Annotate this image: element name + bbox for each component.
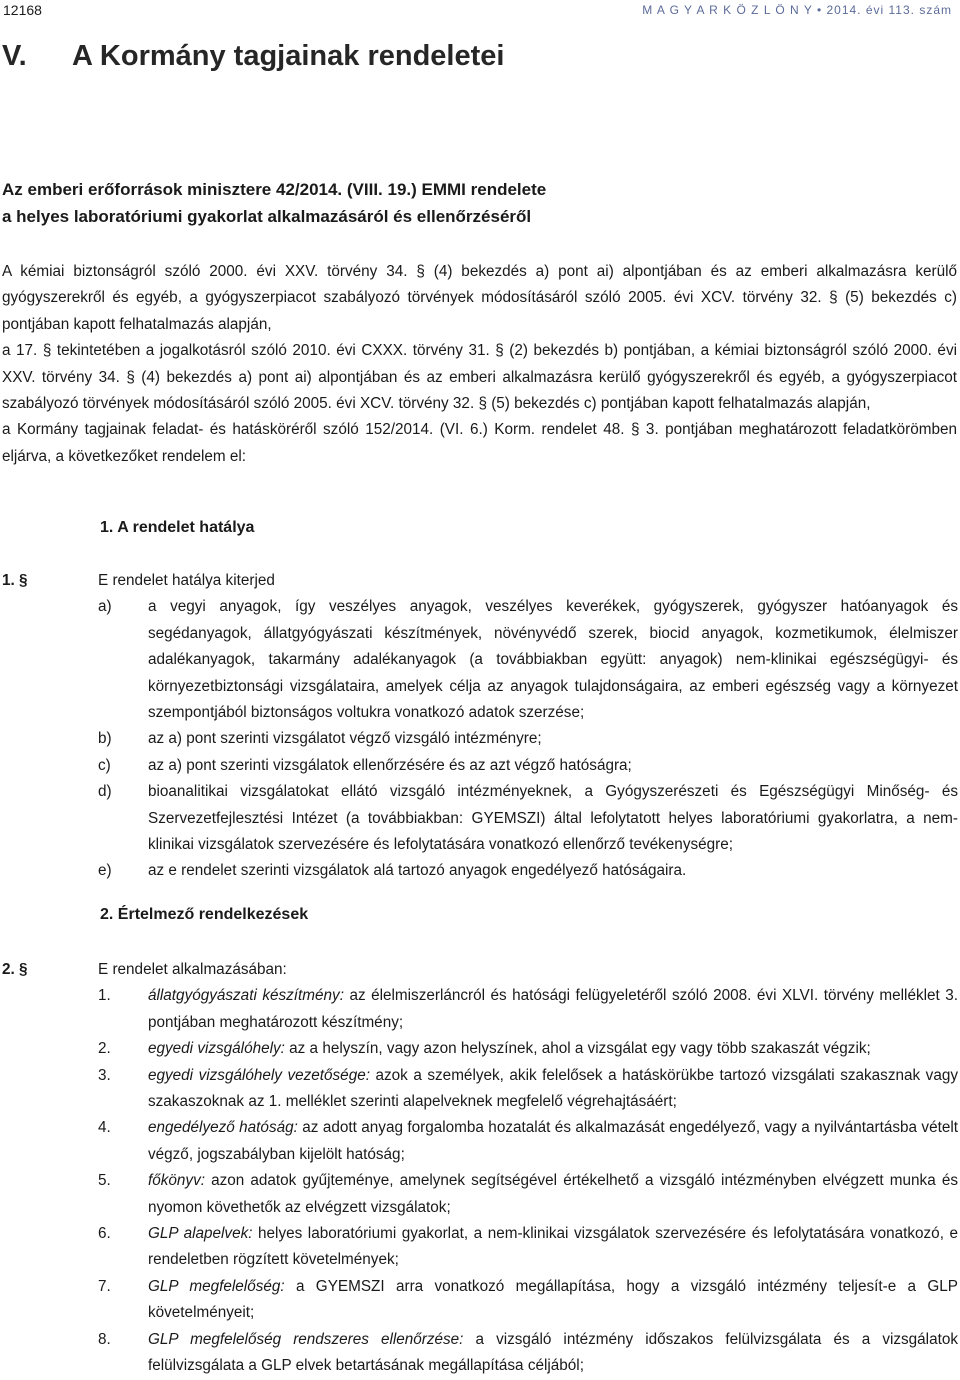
definition-item: [2, 1221, 958, 1274]
item-text: az a) pont szerinti vizsgálatot végző vizsgáló intézményre;: [148, 730, 542, 748]
item-label: d): [98, 783, 112, 801]
page-number: 12168: [3, 2, 42, 18]
item-list: [2, 594, 958, 884]
paragraph-intro: E rendelet hatálya kiterjed: [98, 572, 275, 589]
item-label: e): [98, 862, 112, 880]
document-title-line2: a helyes laboratóriumi gyakorlat alkalmazásáról és ellenőrzéséről: [2, 207, 532, 226]
definition-body: a vizsgáló intézmény időszakos felülvizsgálata és a vizsgálatok felülvizsgálata a GLP elvek betartásának megállapítása céljából;: [148, 1330, 958, 1375]
item-label: c): [98, 756, 111, 774]
definition-text: [148, 1063, 958, 1116]
definition-body: a GYEMSZI arra vonatkozó megállapítása, hogy a vizsgáló intézmény teljesít-e a GLP követelményeit;: [148, 1277, 958, 1322]
paragraph-number: 1. §: [2, 572, 28, 589]
definition-body: helyes laboratóriumi gyakorlat, a nem-klinikai vizsgálatok szervezésére és lefolytatására vonatkozó, e rendeletben rögzített követelmények;: [148, 1225, 958, 1269]
defined-term: egyedi vizsgálóhely vezetősége:: [148, 1066, 370, 1084]
definition-list: [2, 983, 958, 1379]
preamble-paragraph: A kémiai biztonságról szóló 2000. évi XXV. törvény 34. § (4) bekezdés a) pont ai) alpontjában és az emberi alkalmazásra kerülő gyógyszerekről és egyéb, a gyógyszerpiacot szabályozó törvények módosításáról szóló 2005. évi XCV. törvény 32. § (5) bekezdés c) pontjában kapott felhatalmazás alapján,: [2, 263, 957, 333]
item-label: b): [98, 730, 112, 748]
page-header: [0, 0, 960, 24]
definition-text: [148, 1168, 958, 1221]
preamble-paragraph: a 17. § tekintetében a jogalkotásról szóló 2010. évi CXXX. törvény 31. § (2) bekezdés b) pontjában, a kémiai biztonságról szóló 2000. évi XXV. törvény 34. § (4) bekezdés a) pont ai) alpontjában és az emberi alkalmazásra kerülő gyógyszerekről és egyéb, a gyógyszerpiacot szabályozó törvények módosításáról szóló 2005. évi XCV. törvény 32. § (5) bekezdés c) pontjában kapott felhatalmazás alapján,: [2, 342, 957, 413]
item-label: 8.: [98, 1330, 111, 1348]
list-item: [2, 594, 958, 726]
definition-text: [148, 1036, 958, 1062]
journal-title: M A G Y A R K Ö Z L Ö N Y • 2014. évi 113. szám: [642, 3, 952, 17]
paragraph-intro: E rendelet alkalmazásában:: [98, 961, 287, 978]
definition-text: [148, 1274, 958, 1327]
definition-item: [2, 1274, 958, 1327]
defined-term: főkönyv:: [148, 1172, 205, 1190]
chapter-heading: 2. Értelmező rendelkezések: [100, 906, 309, 923]
preamble-paragraph: a Kormány tagjainak feladat- és hatásköréről szóló 152/2014. (VI. 6.) Korm. rendelet 48. § 3. pontjában meghatározott feladatkörömben eljárva, a következőket rendelem el:: [2, 421, 957, 465]
section-name: A Kormány tagjainak rendeletei: [72, 40, 505, 72]
defined-term: GLP megfelelőség:: [148, 1277, 285, 1295]
defined-term: állatgyógyászati készítmény:: [148, 987, 344, 1005]
item-label: 4.: [98, 1119, 111, 1137]
definition-item: [2, 1036, 958, 1062]
defined-term: GLP alapelvek:: [148, 1225, 253, 1243]
item-label: 2.: [98, 1040, 111, 1058]
paragraph-number: 2. §: [2, 961, 28, 978]
preamble: [2, 259, 957, 470]
item-label: 5.: [98, 1172, 111, 1190]
document-title-line1: Az emberi erőforrások minisztere 42/2014. (VIII. 19.) EMMI rendelete: [2, 180, 547, 199]
item-label: 1.: [98, 987, 111, 1005]
document-title: [2, 176, 952, 230]
section-title: [2, 40, 504, 73]
paragraph-1: [2, 568, 958, 885]
item-text: bioanalitikai vizsgálatokat ellátó vizsgáló intézményeknek, a Gyógyszerészeti és Egészségügyi Minőség- és Szervezetfejlesztési Intézet (a továbbiakban: GYEMSZI) által lefolytatott helyes laboratóriumi gyakorlatra, a nem-klinikai vizsgálatok szervezésére és lefolytatására vonatkozó ellenőrző tevékenységre;: [148, 783, 958, 854]
paragraph-head: [2, 957, 958, 983]
definition-text: [148, 1327, 958, 1380]
definition-body: azon adatok gyűjteménye, amelynek segítségével értékelhető a vizsgáló intézményben elvégzett munka és nyomon követhetők az elvégzett vizsgálatok;: [148, 1172, 958, 1216]
chapter-heading: 1. A rendelet hatálya: [100, 519, 255, 536]
definition-item: [2, 1327, 958, 1380]
defined-term: engedélyező hatóság:: [148, 1119, 298, 1137]
defined-term: GLP megfelelőség rendszeres ellenőrzése:: [148, 1330, 464, 1348]
definition-item: [2, 1115, 958, 1168]
definition-item: [2, 983, 958, 1036]
defined-term: egyedi vizsgálóhely:: [148, 1040, 285, 1058]
list-item: [2, 779, 958, 858]
list-item: [2, 858, 958, 884]
item-text: az e rendelet szerinti vizsgálatok alá tartozó anyagok engedélyező hatóságaira.: [148, 862, 687, 880]
definition-body: azok a személyek, akik felelősek a hatáskörükbe tartozó vizsgálati szakasznak vagy szakaszoknak az 1. melléklet szerinti alapelveknek megfelelő végrehajtásáért;: [148, 1066, 958, 1111]
definition-body: az a helyszín, vagy azon helyszínek, ahol a vizsgálat egy vagy több szakaszát végzik;: [284, 1040, 871, 1058]
item-label: 7.: [98, 1277, 111, 1295]
list-item: [2, 753, 958, 779]
list-item: [2, 726, 958, 752]
definition-text: [148, 983, 958, 1036]
definition-item: [2, 1168, 958, 1221]
item-label: a): [98, 598, 112, 616]
section-number: V.: [2, 40, 27, 72]
item-text: a vegyi anyagok, így veszélyes anyagok, veszélyes keverékek, gyógyszerek, gyógyszer hatóanyagok és segédanyagok, állatgyógyászati készítmények, növényvédő szerek, biocid anyagok, kozmetikumok, élelmiszer adalékanyagok, takarmány adalékanyagok (a továbbiakban együtt: anyagok) nem-klinikai egészségügyi- és környezetbiztonsági vizsgálataira, amelyek célja az anyagok tulajdonságaira, az emberi egészség vagy a környezet szempontjából biztonságos voltukra vonatkozó adatok szerzése;: [148, 598, 958, 722]
definition-body: az adott anyag forgalomba hozatalát és alkalmazását engedélyező, vagy a nyilvántartásba vételt végző, jogszabályban kijelölt hatóság;: [148, 1119, 958, 1163]
item-text: az a) pont szerinti vizsgálatok ellenőrzésére és az azt végző hatóságra;: [148, 756, 632, 774]
item-label: 3.: [98, 1066, 111, 1084]
definition-item: [2, 1063, 958, 1116]
definition-body: az élelmiszerláncról és hatósági felügyeletéről szóló 2008. évi XLVI. törvény melléklet 3. pontjában meghatározott készítmény;: [148, 987, 958, 1031]
paragraph-2: [2, 957, 958, 1380]
paragraph-head: [2, 568, 958, 594]
definition-text: [148, 1221, 958, 1274]
item-label: 6.: [98, 1225, 111, 1243]
definition-text: [148, 1115, 958, 1168]
